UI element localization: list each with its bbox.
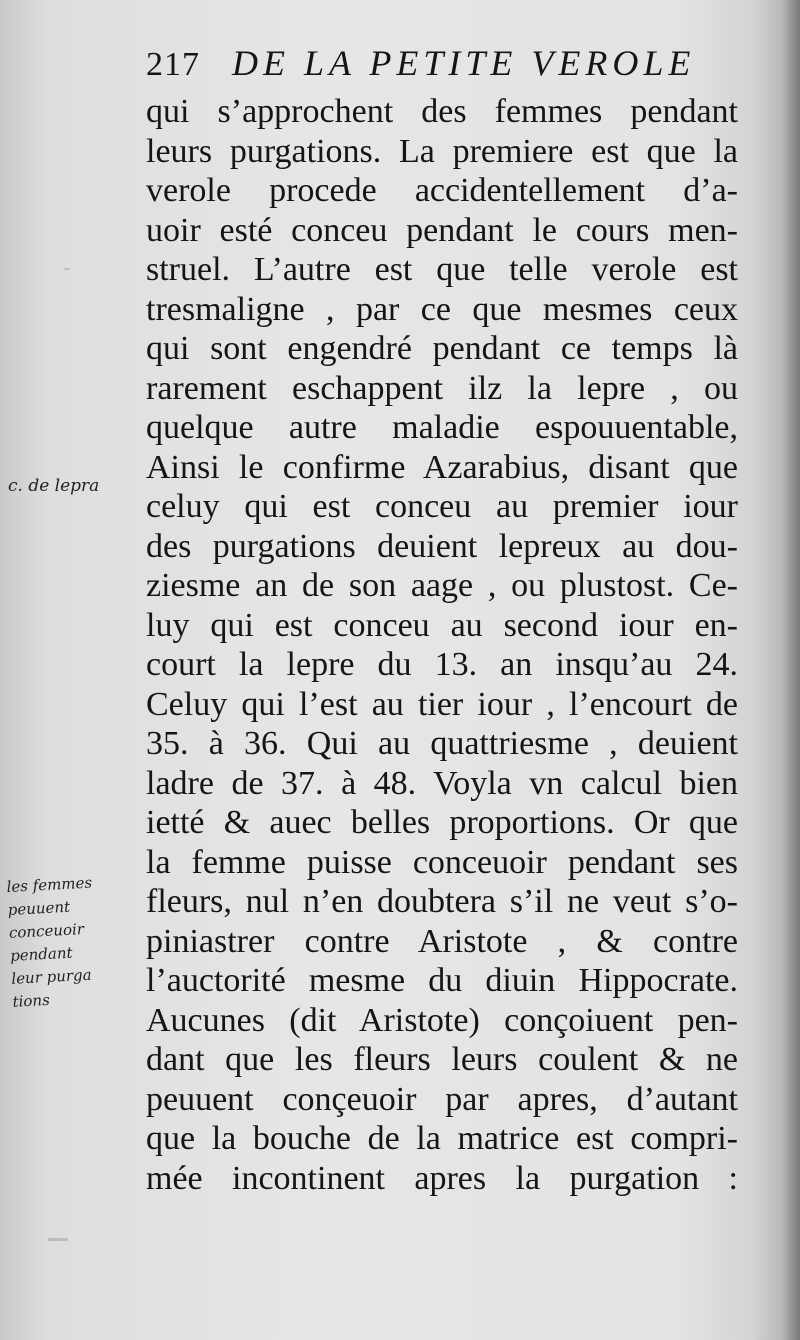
text-line: 35. à 36. Qui au quattriesme , deuient — [146, 725, 738, 762]
running-title: DE LA PETITE VEROLE — [232, 43, 696, 83]
ink-smudge — [48, 1238, 68, 1241]
margin-note-line: pendant — [9, 943, 73, 965]
text-line: leurs purgations. La premiere est que la — [146, 132, 738, 170]
text-line: Aucunes (dit Aristote) conçoiuent pen- — [146, 1001, 738, 1039]
page-number: 217 — [146, 46, 200, 83]
text-line: mée incontinent apres la purgation : — [146, 1159, 738, 1197]
text-line: dant que les fleurs leurs coulent & ne — [146, 1041, 738, 1078]
text-line: quelque autre maladie espouuentable, — [146, 409, 738, 446]
ink-smudge — [64, 268, 70, 270]
text-line: struel. L’autre est que telle verole est — [146, 251, 738, 288]
margin-note-line: les femmes — [6, 873, 93, 896]
margin-note-line: tions — [12, 990, 51, 1011]
text-line: rarement eschappent ilz la lepre , ou — [146, 369, 738, 407]
text-line: court la lepre du 13. an insqu’au 24. — [146, 646, 738, 683]
margin-note-line: conceuoir — [8, 920, 85, 942]
text-line: luy qui est conceu au second iour en- — [146, 606, 738, 644]
text-line: qui sont engendré pendant ce temps là — [146, 330, 738, 367]
text-line: l’auctorité mesme du diuin Hippocrate. — [146, 962, 738, 999]
text-line: ladre de 37. à 48. Voyla vn calcul bien — [146, 764, 738, 802]
text-line: la femme puisse conceuoir pendant ses — [146, 843, 738, 881]
text-line: uoir esté conceu pendant le cours men- — [146, 211, 738, 249]
text-line: des purgations deuient lepreux au dou- — [146, 527, 738, 565]
margin-note-line: peuuent — [7, 897, 71, 919]
text-line: tresmaligne , par ce que mesmes ceux — [146, 290, 738, 328]
page-header — [146, 38, 736, 90]
text-line: Ainsi le confirme Azarabius, disant que — [146, 448, 738, 486]
text-line: celuy qui est conceu au premier iour — [146, 488, 738, 525]
margin-note-femmes — [6, 869, 153, 1014]
text-line: peuuent conçeuoir par apres, d’autant — [146, 1080, 738, 1118]
text-line: Celuy qui l’est au tier iour , l’encourt de — [146, 685, 738, 723]
margin-note-lepra: c. de lepra — [8, 476, 100, 496]
page-gutter-shadow — [782, 0, 800, 1340]
text-line: ziesme an de son aage , ou plustost. Ce- — [146, 567, 738, 604]
margin-note-line: leur purga — [10, 965, 93, 988]
text-line: que la bouche de la matrice est compri- — [146, 1120, 738, 1157]
text-line: qui s’approchent des femmes pendant — [146, 93, 738, 130]
text-line: fleurs, nul n’en doubtera s’il ne veut s’o- — [146, 883, 738, 920]
body-text — [146, 92, 738, 1198]
text-line: ietté & auec belles proportions. Or que — [146, 804, 738, 841]
text-line: piniastrer contre Aristote , & contre — [146, 922, 738, 960]
text-line: verole procede accidentellement d’a- — [146, 172, 738, 209]
